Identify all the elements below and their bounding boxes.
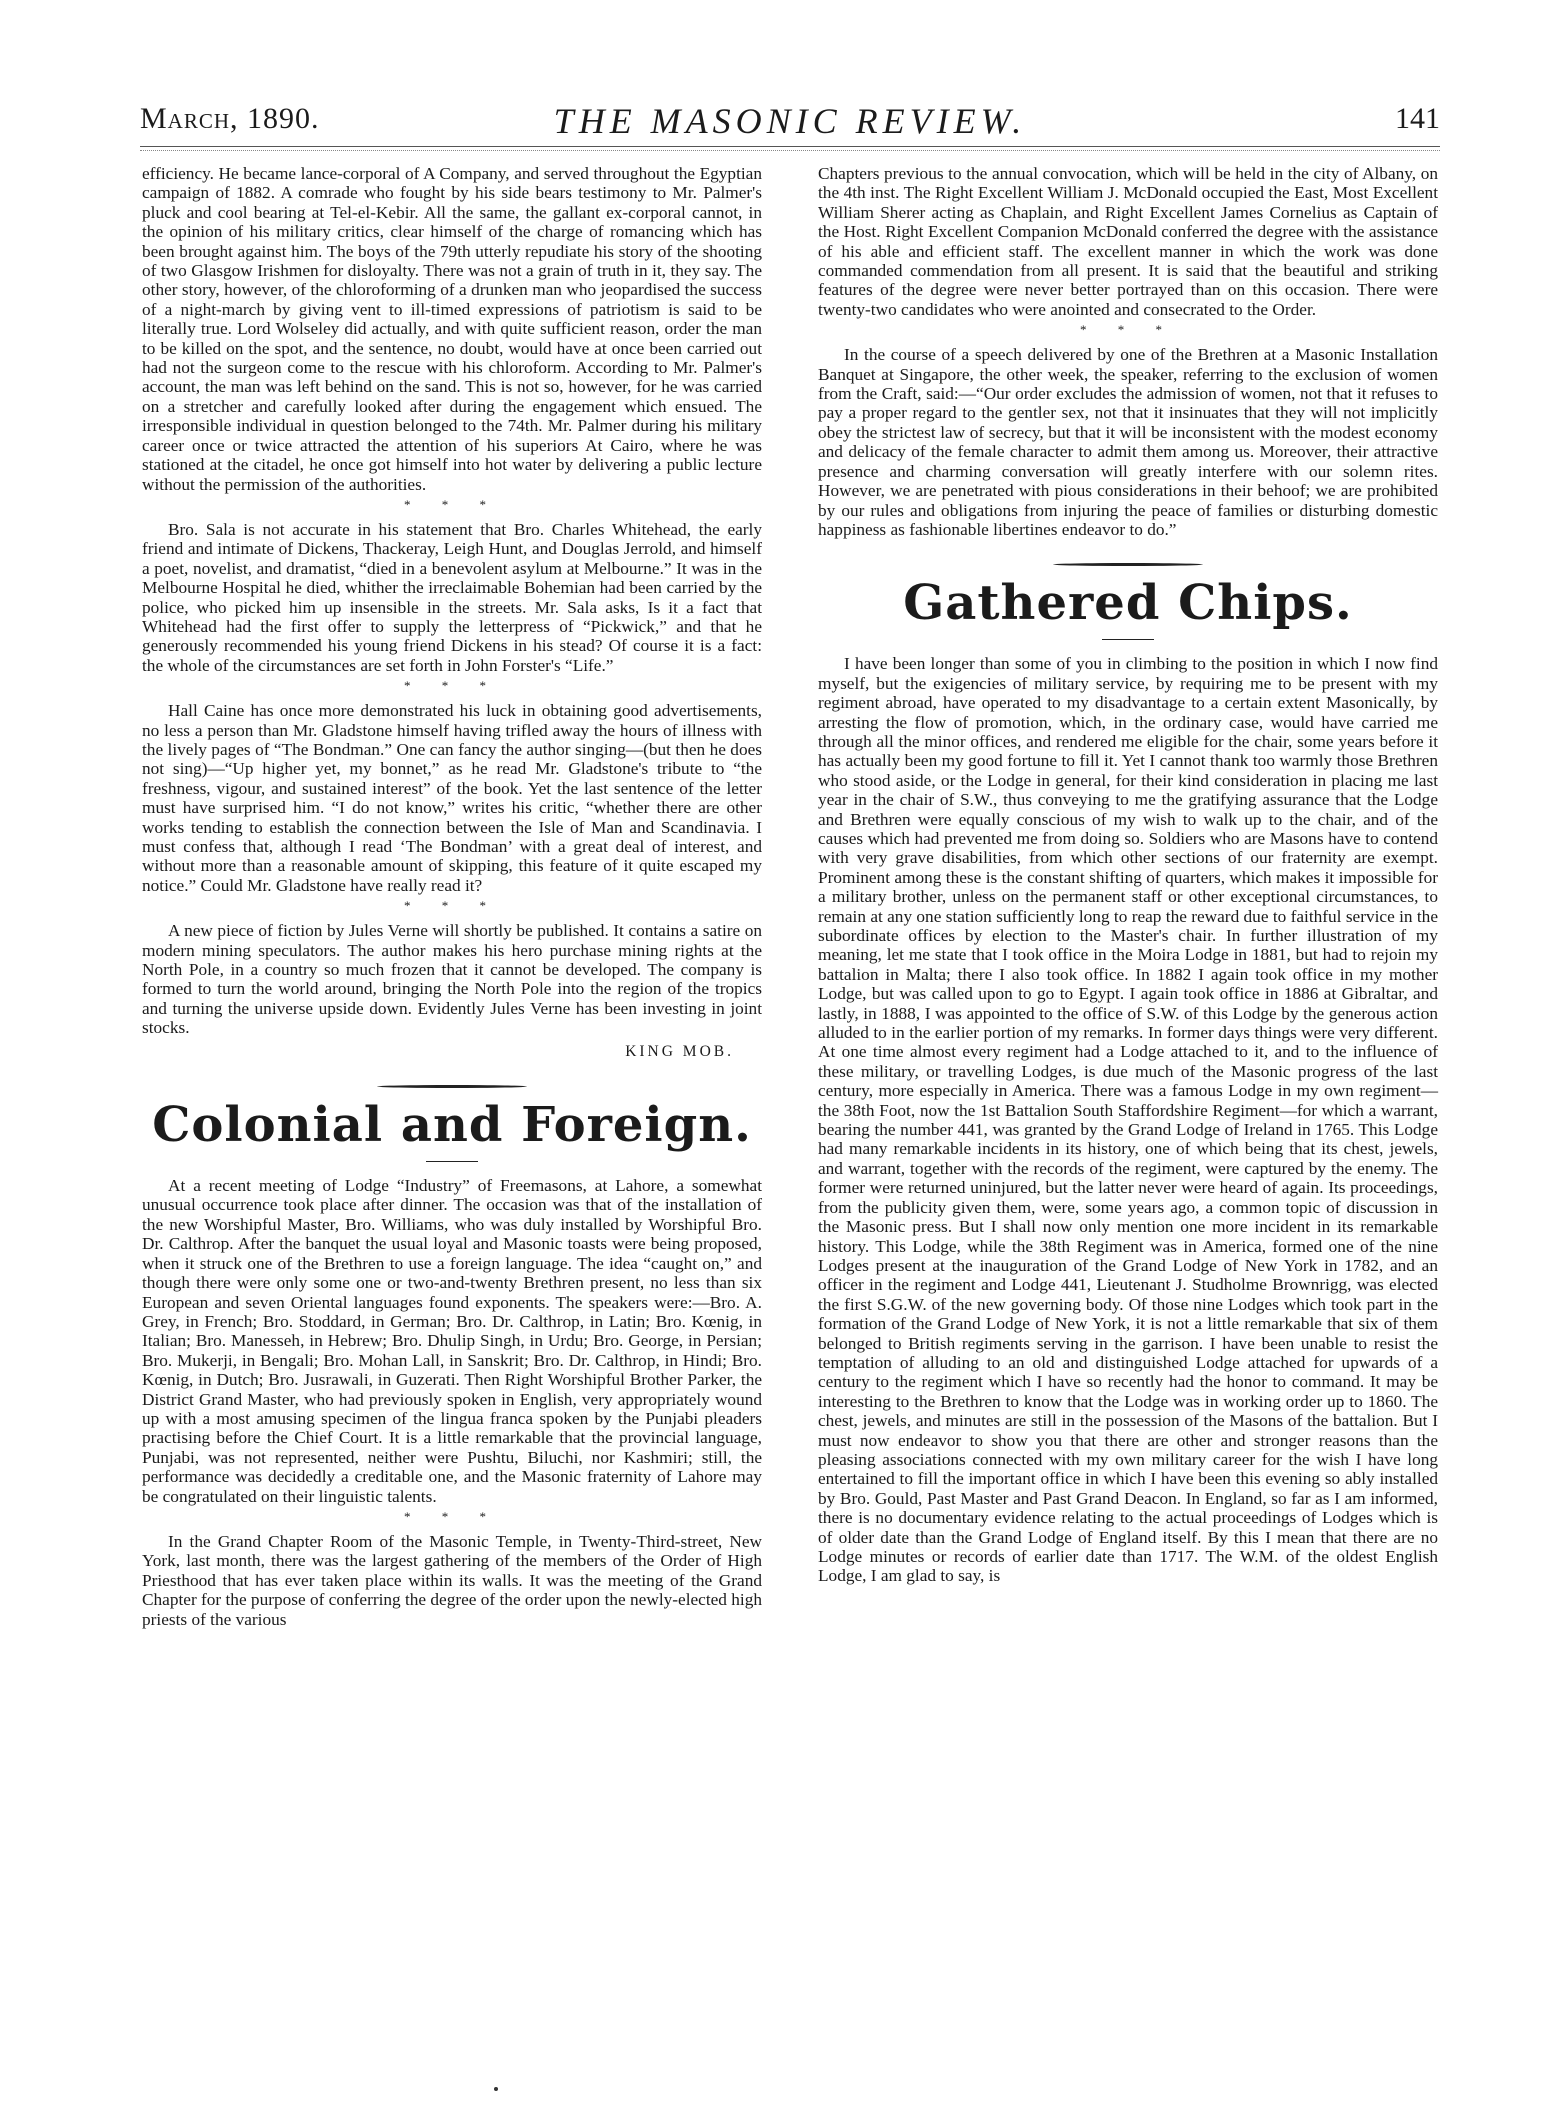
running-header [140,100,1440,142]
divider-ornament [818,553,1438,565]
paragraph-military-lodges: I have been longer than some of you in climbing to the position in which I now find myself, but the exigencies of military service, by requiring me to be present with my regiment abroad, have operated to my disadvantage to a certain extent Masonically, by arresting the flow of promotion, which, in the ordinary case, would have carried me through all the minor offices, and rendered me eligible for the chair, some years before it has actually been my good fortune to fill it. Yet I cannot thank too warmly those Brethren who stood aside, or the Lodge in general, for their kind consideration in placing me last year in the chair of S.W., thus conveying to me the gratifying assurance that the Lodge and Brethren were equally conscious of my wish to walk up to the chair, and of the causes which had prevented me from doing so. Soldiers who are Masons have to contend with very grave disabilities, from which other sections of our fraternity are exempt. Prominent among these is the constant shifting of quarters, which makes it impossible for a military brother, unless on the permanent staff or other exceptional circumstances, to remain at any one station sufficiently long to reap the reward due to faithful service in the subordinate offices by election to the Master's chair. In further illustration of my meaning, let me state that I took office in the Moira Lodge in 1881, but had to rejoin my battalion in Malta; there I also took office. In 1882 I again took office in my mother Lodge, but was called upon to go to Egypt. I again took office in 1886 at Gibraltar, and lastly, in 1888, I was appointed to the office of S.W. of this Lodge by the generous action alluded to in the earlier portion of my remarks. In former days things were very different. At one time almost every regiment had a Lodge attached to it, and to the influence of these military, or travelling Lodges, is due much of the Masonic progress of the last century, more especially in America. There was a famous Lodge in my own regiment—the 38th Foot, now the 1st Battalion South Staffordshire Regiment—for which a warrant, bearing the number 441, was granted by the Grand Lodge of Ireland in 1765. This Lodge had many remarkable incidents in its history, one of which being that its chest, jewels, and warrant, together with the records of the regiment, were captured by the enemy. The former were returned uninjured, but the latter never were heard of again. Its proceedings, from the publicity given them, were, some years ago, a common topic of discussion in the Masonic press. But I shall now only mention one more incident in its remarkable history. This Lodge, while the 38th Regiment was in America, formed one of the nine Lodges present at the inauguration of the Grand Lodge of New York in 1782, and an officer in the regiment and Lodge 441, Lieutenant J. Studholme Brownrigg, was elected the first S.G.W. of the new governing body. Of those nine Lodges which took part in the formation of the Grand Lodge of New York, it is not a little remarkable that six of them belonged to British regiments serving in the garrison. I have been unable to resist the temptation of alluding to an old and distinguished Lodge attached for upwards of a century to the regiment which I have so recently had the honor to command. It may be interesting to the Brethren to know that the Lodge was in working order up to 1860. The chest, jewels, and minutes are still in the possession of the Masons of the battalion. But I must now endeavor to show you that there are other and stronger reasons than the pleasing associations connected with my own military career for the wish I have long entertained to fill the important office in which I have been this evening so ably installed by Bro. Gould, Past Master and Past Grand Deacon. In England, so far as I am informed, there is no documentary evidence relating to the actual proceedings of Lodges which is of older date than the Grand Lodge of England itself. By this I mean that there are no Lodge minutes or records of earlier date than 1717. The W.M. of the oldest English Lodge, I am glad to say, is [818,654,1438,1586]
section-separator: * * * [1080,322,1176,338]
right-column [818,164,1438,1586]
section-heading-gathered-chips: Gathered Chips. [903,575,1353,632]
left-column [142,164,762,1629]
issue-date: March, 1890. [140,102,320,135]
paragraph-singapore: In the course of a speech delivered by one of the Brethren at a Masonic Installation Banquet at Singapore, the other week, the speaker, referring to the exclusion of women from the Craft, said:—“Our order excludes the admission of women, not that it refuses to pay a proper regard to the gentler sex, not that it insinuates that they will not implicitly obey the strictest law of secrecy, but that it will be inconsistent with the modest economy and delicacy of the female character to admit them among us. Moreover, their attractive presence and charming conversation will greatly interfere with our solemn rites. However, we are penetrated with pious considerations in their behoof; we are prohibited by our rules and obligations from injuring the peace of families or disturbing domestic happiness as fashionable libertines endeavor to do.” [818,345,1438,539]
heading-rule [1102,639,1154,640]
footer-mark [494,2087,498,2091]
paragraph-lahore-lodge: At a recent meeting of Lodge “Industry” of Freemasons, at Lahore, a somewhat unusual occurrence took place after dinner. The occasion was that of the installation of the new Worshipful Master, Bro. Williams, who was duly installed by Worshipful Bro. Dr. Calthrop. After the banquet the usual loyal and Masonic toasts were being proposed, when it struck one of the Brethren to use a foreign language. The idea “caught on,” and though there were only some one or two-and-twenty Brethren present, no less than six European and seven Oriental languages found exponents. The speakers were:—Bro. A. Grey, in French; Bro. Stoddard, in German; Bro. Dr. Calthrop, in Latin; Bro. Kœnig, in Italian; Bro. Manesseh, in Hebrew; Bro. Dhulip Singh, in Urdu; Bro. George, in Persian; Bro. Mukerji, in Bengali; Bro. Mohan Lall, in Sanskrit; Bro. Dr. Calthrop, in Hindi; Bro. Kœnig, in Dutch; Bro. Jusrawali, in Guzerati. Then Right Worshipful Brother Parker, the District Grand Master, who had previously spoken in English, very appropriately wound up with a most amusing specimen of the lingua franca spoken by the Punjabi pleaders practising before the Chief Court. It is a little remarkable that the provincial language, Punjabi, was not represented, neither were Pushtu, Biluchi, nor Kashmiri; still, the performance was decidedly a creditable one, and the Masonic fraternity of Lahore may be congratulated on their linguistic talents. [142,1176,762,1506]
header-rule [140,146,1440,147]
paragraph-whitehead: Bro. Sala is not accurate in his statement that Bro. Charles Whitehead, the early friend and intimate of Dickens, Thackeray, Leigh Hunt, and Douglas Jerrold, and himself a poet, novelist, and dramatist, “died in a benevolent asylum at Melbourne.” It was in the Melbourne Hospital he died, whither the irreclaimable Bohemian had been carried by the police, who picked him up insensible in the streets. Mr. Sala asks, Is it a fact that Whitehead had the first offer to supply the letterpress of “Pickwick,” and that he generously recommended his young friend Dickens in his stead? Of course it is a fact: the whole of the circumstances are set forth in John Forster's “Life.” [142,519,762,675]
author-signature: KING MOB. [625,1042,734,1060]
section-separator: * * * [404,898,500,914]
heading-rule [426,1161,478,1162]
divider-ornament [142,1075,762,1087]
publication-title: THE MASONIC REVIEW. [553,101,1027,141]
header-rule-dotted [140,150,1440,151]
paragraph-hall-caine: Hall Caine has once more demonstrated his luck in obtaining good advertisements, no less a person than Mr. Gladstone himself having trifled away the hours of illness with the lively pages of “The Bondman.” One can fancy the author singing—(but then he does not sing)—“Up higher yet, my bonnet,” as he read Mr. Gladstone's tribute to “the freshness, vigour, and sustained interest” of the book. Yet the last sentence of the letter must have surprised him. “I do not know,” writes his critic, “whether there are other works tending to establish the connection between the Isle of Man and Scandinavia. I must confess that, although I read ‘The Bondman’ with a great deal of interest, and without more than a reasonable amount of skipping, this feature of it quite escaped my notice.” Could Mr. Gladstone have really read it? [142,701,762,895]
paragraph-palmer: efficiency. He became lance-corporal of A Company, and served throughout the Egyptian campaign of 1882. A comrade who fought by his side bears testimony to Mr. Palmer's pluck and cool bearing at Tel-el-Kebir. All the same, the gallant ex-corporal cannot, in the opinion of his military critics, clear himself of the charge of romancing which has been brought against him. The boys of the 79th utterly repudiate his story of the shooting of two Glasgow Irishmen for disloyalty. There was not a grain of truth in it, they say. The other story, however, of the chloroforming of a drunken man who jeopardised the success of a night-march by giving vent to ill-timed expressions of patriotism is said to be literally true. Lord Wolseley did actually, and with quite sufficient reason, order the man to be killed on the spot, and the sentence, no doubt, would have at once been carried out had not the surgeon come to the rescue with his chloroform. According to Mr. Palmer's account, the man was left behind on the sand. This is not so, however, for he was carried on a stretcher and carefully looked after during the engagement which ensued. The irresponsible individual in question belonged to the 74th. Mr. Palmer during his military career once or twice attracted the attention of his superiors At Cairo, where he was stationed at the citadel, he once got himself into hot water by delivering a public lecture without the permission of the authorities. [142,164,762,494]
section-heading-colonial-foreign: Colonial and Foreign. [152,1097,752,1154]
section-separator: * * * [404,1508,500,1524]
section-separator: * * * [404,678,500,694]
section-separator: * * * [404,496,500,512]
paragraph-chapters-continued: Chapters previous to the annual convocation, which will be held in the city of Albany, on the 4th inst. The Right Excellent William J. McDonald occupied the East, Most Excellent William Sherer acting as Chaplain, and Right Excellent James Cornelius as Captain of the Host. Right Excellent Companion McDonald conferred the degree with the assistance of his able and efficient staff. The excellent manner in which the work was done commanded commendation from all present. It is said that the beautiful and striking features of the degree were never better portrayed than on this occasion. There were twenty-two candidates who were anointed and consecrated to the Order. [818,164,1438,319]
paragraph-jules-verne: A new piece of fiction by Jules Verne will shortly be published. It contains a satire on modern mining speculators. The author makes his hero purchase mining rights at the North Pole, in a country so much frozen that it cannot be developed. The company is formed to turn the world around, bringing the North Pole into the region of the tropics and turning the universe upside down. Evidently Jules Verne has been investing in joint stocks. [142,921,762,1038]
page-number: 141 [1395,102,1440,135]
paragraph-grand-chapter: In the Grand Chapter Room of the Masonic Temple, in Twenty-Third-street, New York, last month, there was the largest gathering of the members of the Order of High Priesthood that has ever taken place within its walls. It was the meeting of the Grand Chapter for the purpose of conferring the degree of the order upon the newly-elected high priests of the various [142,1531,762,1629]
